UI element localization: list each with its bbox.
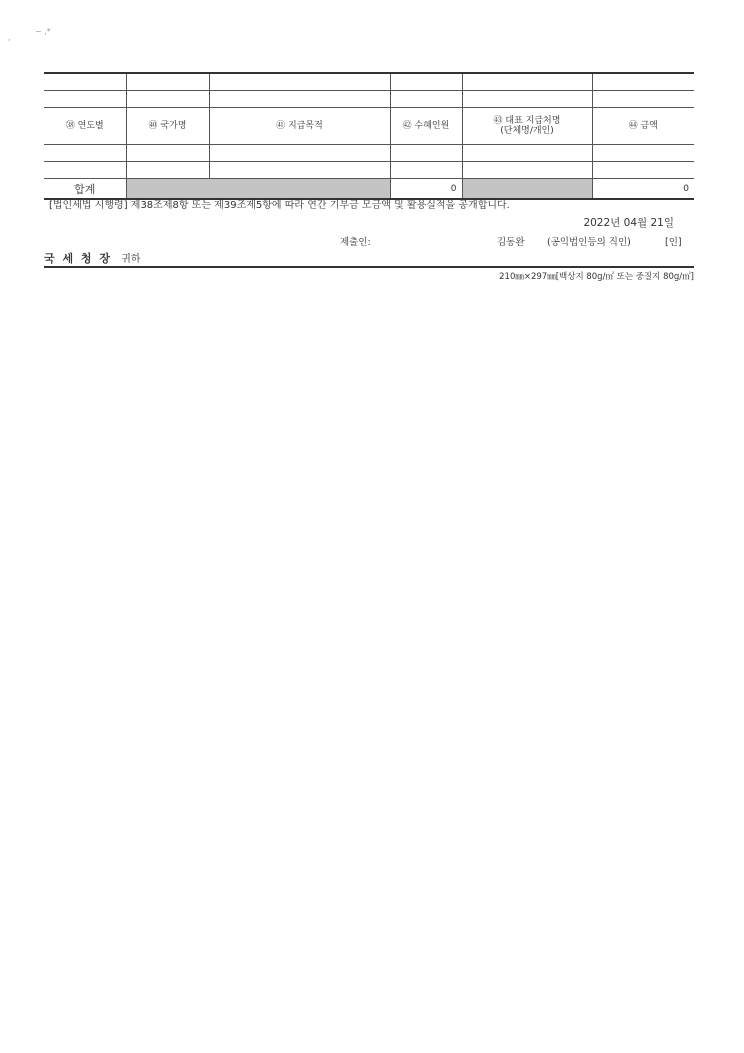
header-recipients: ㊷ 수혜인원 — [390, 108, 462, 145]
submitter-line — [0, 234, 744, 248]
table-cell — [592, 162, 694, 179]
table-cell — [209, 73, 390, 91]
table-cell — [462, 145, 592, 162]
header-payee-line1: ㊸ 대표 지급처명 — [493, 115, 561, 126]
table-cell — [44, 73, 126, 91]
table-cell — [462, 162, 592, 179]
header-payee-line2: (단체명/개인) — [500, 126, 554, 136]
table-cell — [462, 73, 592, 91]
header-amount: ㊹ 금액 — [592, 108, 694, 145]
submission-date: 2022년 04월 21일 — [583, 217, 674, 229]
total-label: 합계 — [44, 179, 126, 200]
table-cell — [390, 91, 462, 108]
table-cell — [390, 145, 462, 162]
total-amount: 0 — [592, 179, 694, 200]
submitter-label: 제출인: — [340, 237, 371, 248]
table-cell — [462, 91, 592, 108]
submitter-title: (공익법인등의 직인) — [547, 237, 631, 248]
table-cell — [592, 91, 694, 108]
paper-spec-footer: 210㎜×297㎜[백상지 80g/㎡ 또는 중질지 80g/㎡] — [499, 272, 694, 282]
table-cell — [44, 91, 126, 108]
table-row — [44, 91, 694, 108]
table-cell — [126, 91, 209, 108]
table-row — [44, 162, 694, 179]
addressee-suffix: 귀하 — [121, 254, 141, 265]
table-cell — [209, 145, 390, 162]
addressee — [44, 250, 141, 266]
disclosure-notice: [법인세법 시행령] 제38조제8항 또는 제39조제5항에 따라 연간 기부금 모금액 및 활용실적을 공개합니다. — [49, 200, 510, 211]
scan-mark: , — [8, 33, 11, 42]
addressee-office: 국 세 청 장 — [44, 252, 112, 265]
seal-mark: [인] — [665, 237, 682, 248]
scan-mark: ~ ,* — [35, 27, 51, 36]
header-year: ㊳ 연도별 — [44, 108, 126, 145]
table-cell — [126, 73, 209, 91]
header-country: ㊵ 국가명 — [126, 108, 209, 145]
donation-usage-table — [44, 72, 694, 200]
header-payee — [462, 108, 592, 145]
table-cell — [44, 145, 126, 162]
table-cell — [390, 162, 462, 179]
table-cell — [209, 91, 390, 108]
table-header-row — [44, 108, 694, 145]
table-cell — [126, 162, 209, 179]
table-cell — [44, 162, 126, 179]
header-purpose: ㊶ 지급목적 — [209, 108, 390, 145]
table-row — [44, 145, 694, 162]
table-cell — [592, 73, 694, 91]
divider — [44, 266, 694, 268]
table-cell — [126, 145, 209, 162]
table-cell — [592, 145, 694, 162]
table-cell — [209, 162, 390, 179]
table-row — [44, 73, 694, 91]
submitter-name: 김동완 — [497, 237, 525, 248]
table-cell — [390, 73, 462, 91]
total-recipients: 0 — [390, 179, 462, 200]
